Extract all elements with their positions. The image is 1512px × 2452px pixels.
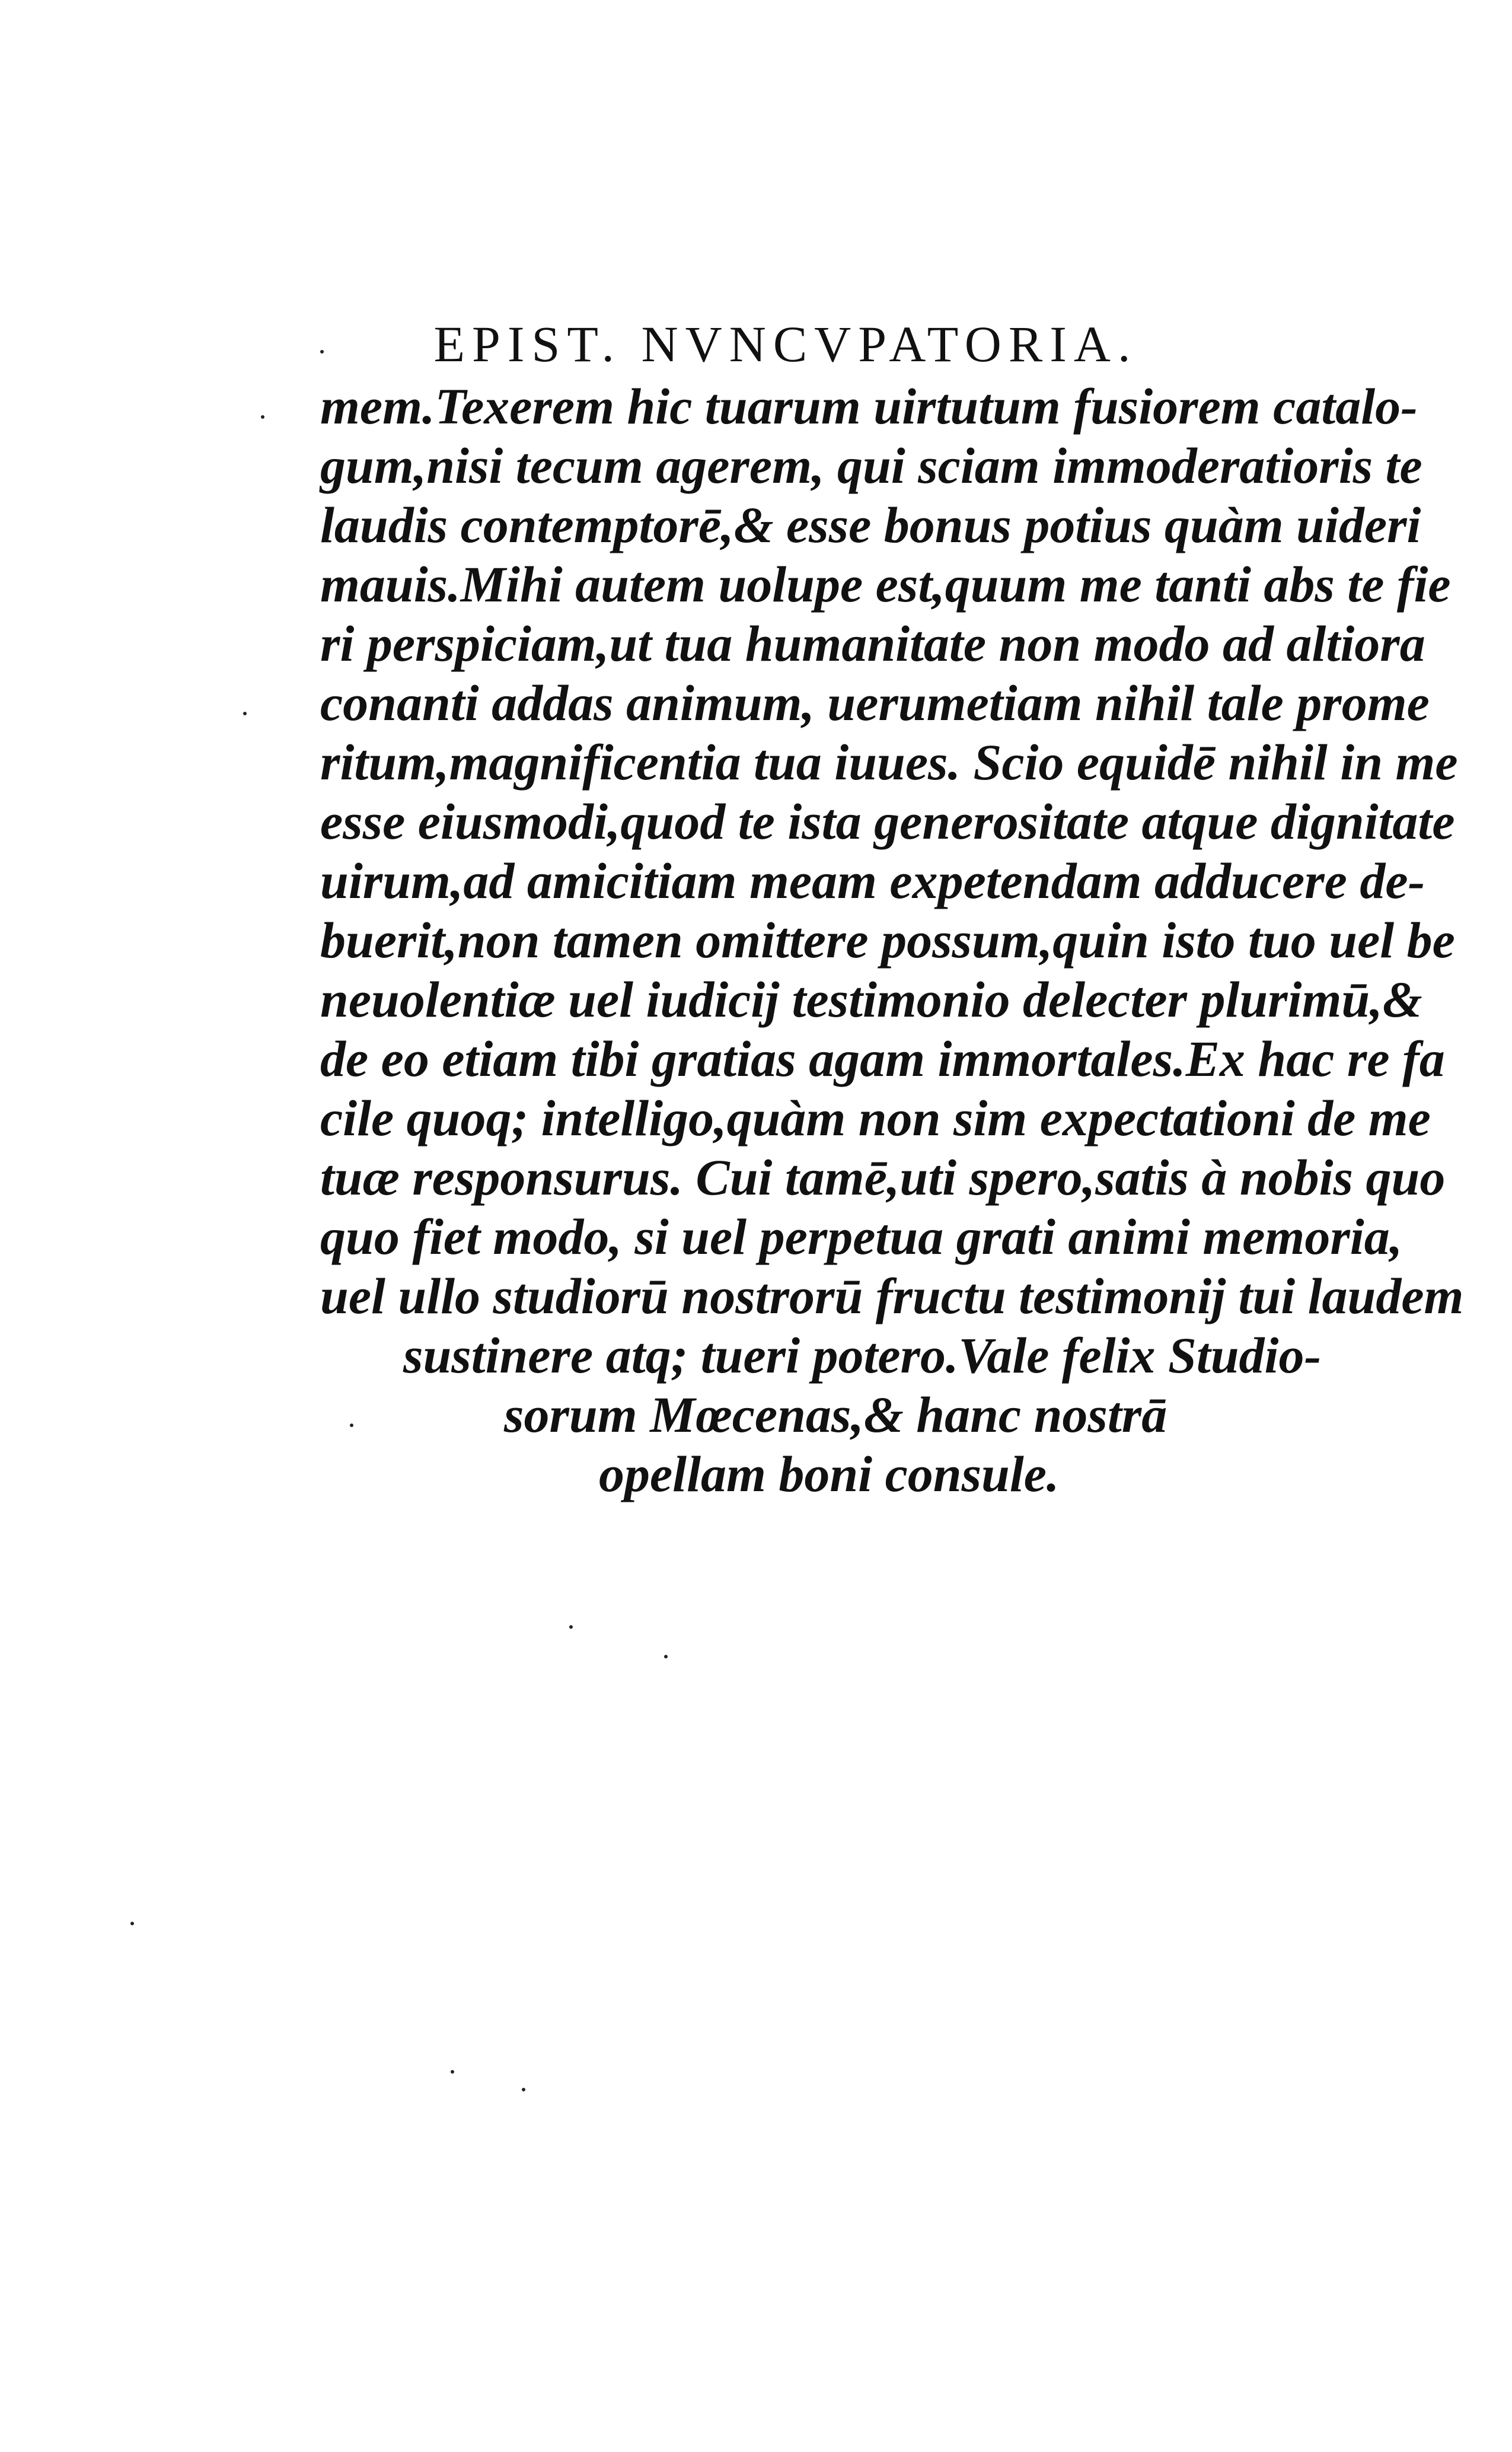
text-line: ritum,magnificentia tua iuues. Scio equidē nihil in me — [320, 734, 1458, 791]
ink-speck — [522, 2088, 525, 2091]
text-line: sorum Mœcenas,& hanc nostrā — [504, 1386, 1168, 1443]
text-line: tuæ responsurus. Cui tamē,uti spero,satis à nobis quo — [320, 1149, 1446, 1206]
text-line: opellam boni consule. — [599, 1445, 1060, 1502]
ink-speck — [451, 2070, 454, 2074]
text-line: neuolentiæ uel iudicij testimonio delecter plurimū,& — [320, 971, 1422, 1028]
text-line: laudis contemptorē,& esse bonus potius quàm uideri — [320, 496, 1421, 553]
text-line: de eo etiam tibi gratias agam immortales.Ex hac re fa — [320, 1030, 1445, 1087]
text-line: mem.Texerem hic tuarum uirtutum fusiorem catalo- — [320, 378, 1418, 435]
ink-speck — [664, 1655, 668, 1658]
text-line: uel ullo studiorū nostrorū fructu testimonij tui laudem — [320, 1268, 1464, 1324]
ink-speck — [320, 350, 324, 354]
text-line: ri perspiciam,ut tua humanitate non modo ad altiora — [320, 615, 1425, 672]
text-line: sustinere atq; tueri potero.Vale felix Studio- — [403, 1327, 1322, 1384]
text-line: mauis.Mihi autem uolupe est,quum me tanti abs te fie — [320, 556, 1451, 613]
text-line: buerit,non tamen omittere possum,quin isto tuo uel be — [320, 912, 1455, 969]
ink-speck — [243, 712, 247, 715]
ink-speck — [130, 1922, 134, 1925]
text-line: esse eiusmodi,quod te ista generositate atque dignitate — [320, 793, 1455, 850]
text-line: conanti addas animum, uerumetiam nihil tale prome — [320, 674, 1430, 731]
text-line: cile quoq; intelligo,quàm non sim expectationi de me — [320, 1090, 1431, 1147]
text-line: uirum,ad amicitiam meam expetendam adducere de- — [320, 852, 1425, 909]
text-line: quo fiet modo, si uel perpetua grati animi memoria, — [320, 1208, 1403, 1265]
ink-speck — [569, 1625, 573, 1629]
text-line: gum,nisi tecum agerem, qui sciam immoderatioris te — [320, 437, 1422, 494]
running-heading: EPIST. NVNCVPATORIA. — [433, 316, 1138, 372]
ink-speck — [350, 1424, 353, 1427]
ink-speck — [261, 415, 264, 419]
